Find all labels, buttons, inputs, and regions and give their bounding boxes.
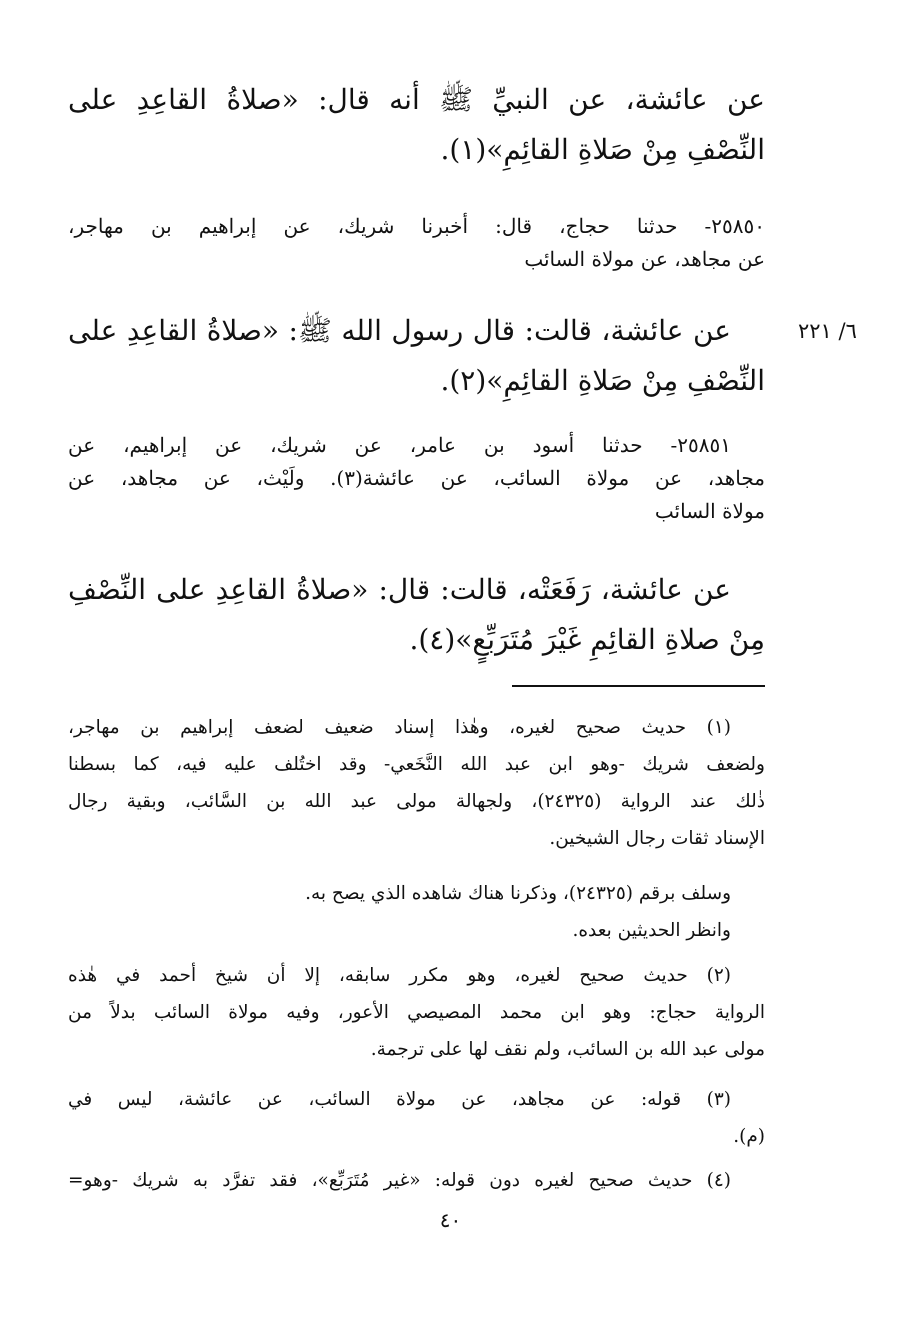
hadith-text-1 <box>68 75 765 175</box>
hadith-text-3 <box>68 565 765 665</box>
text-line: مجاهد، عن مولاة السائب، عن عائشة(٣). ولَيْث، عن مجاهد، عن <box>68 466 765 490</box>
text-line: مِنْ صلاةِ القائِمِ غَيْرَ مُتَرَبِّعٍ»(٤). <box>409 623 765 656</box>
text-line: مولى عبد الله بن السائب، ولم نقف لها على ترجمة. <box>370 1039 765 1060</box>
text-line: (١) حديث صحيح لغيره، وهٰذا إسناد ضعيف لضعف إبراهيم بن مهاجر، <box>68 717 731 738</box>
text-line: ٢٥٨٥٠- حدثنا حجاج، قال: أخبرنا شريك، عن إبراهيم بن مهاجر، <box>68 214 765 238</box>
footnote-1-continuation <box>68 875 765 949</box>
text-line: وانظر الحديثين بعده. <box>572 920 731 941</box>
text-line: (٢) حديث صحيح لغيره، وهو مكرر سابقه، إلا أن شيخ أحمد في هٰذه <box>68 965 731 986</box>
text-line: ٢٥٨٥١- حدثنا أسود بن عامر، عن شريك، عن إبراهيم، عن <box>68 433 731 457</box>
text-line: عن عائشة، رَفَعَتْه، قالت: قال: «صلاةُ القاعِدِ على النِّصْفِ <box>68 573 731 606</box>
text-line: عن عائشة، عن النبيِّ ﷺ أنه قال: «صلاةُ القاعِدِ على <box>68 83 765 116</box>
text-line: وسلف برقم (٢٤٣٢٥)، وذكرنا هناك شاهده الذي يصح به. <box>305 883 731 904</box>
text-line: ولضعف شريك -وهو ابن عبد الله النَّخَعي- وقد اختُلف عليه فيه، كما بسطنا <box>68 754 765 775</box>
footnote-2 <box>68 957 765 1068</box>
footnote-3 <box>68 1081 765 1155</box>
footnote-1 <box>68 709 765 857</box>
text-line: النِّصْفِ مِنْ صَلاةِ القائِمِ»(١). <box>440 133 765 166</box>
text-line: (٤) حديث صحيح لغيره دون قوله: «غير مُتَرَبِّع»، فقد تفرَّد به شريك -وهو= <box>68 1170 731 1191</box>
text-line: مولاة السائب <box>654 499 765 523</box>
text-line: النِّصْفِ مِنْ صَلاةِ القائِمِ»(٢). <box>440 364 765 397</box>
footnote-4 <box>68 1162 765 1199</box>
hadith-25851-isnad <box>68 429 765 528</box>
margin-volume-page-ref: ٦/ ٢٢١ <box>798 319 857 343</box>
text-line: الرواية حجاج: وهو ابن محمد المصيصي الأعور، وفيه مولاة السائب بدلاً من <box>68 1002 765 1023</box>
text-line: ذٰلك عند الرواية (٢٤٣٢٥)، ولجهالة مولى عبد الله بن السَّائب، وبقية رجال <box>68 791 765 812</box>
text-line: عن مجاهد، عن مولاة السائب <box>524 247 765 271</box>
page-number: ٤٠ <box>439 1208 462 1232</box>
text-line: عن عائشة، قالت: قال رسول الله ﷺ: «صلاةُ القاعِدِ على <box>68 314 731 347</box>
hadith-text-2 <box>68 306 765 406</box>
footnote-separator <box>512 685 765 687</box>
hadith-25850-isnad <box>68 210 765 276</box>
text-line: الإسناد ثقات رجال الشيخين. <box>549 828 765 849</box>
text-line: (٣) قوله: عن مجاهد، عن مولاة السائب، عن عائشة، ليس في <box>68 1089 731 1110</box>
text-line: (م). <box>733 1126 765 1147</box>
